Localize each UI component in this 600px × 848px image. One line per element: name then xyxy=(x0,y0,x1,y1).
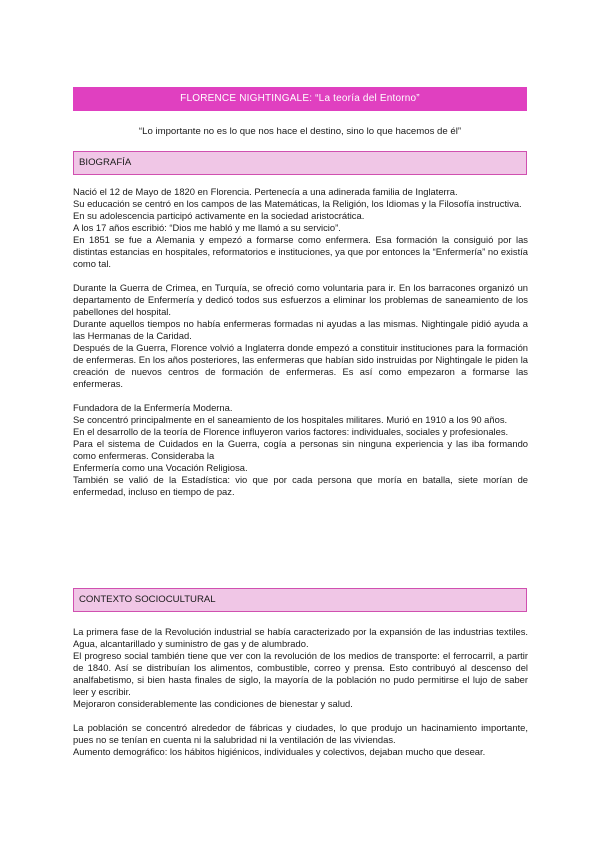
section-heading-label: BIOGRAFÍA xyxy=(79,157,132,168)
paragraph: Aumento demográfico: los hábitos higiénicos, individuales y colectivos, dejaban mucho que desear. xyxy=(73,746,486,757)
paragraph: Para el sistema de Cuidados en la Guerra, cogía a personas sin ninguna experiencia y las iba formando como enfermeras. Consideraba la xyxy=(73,438,528,461)
paragraph: También se valió de la Estadística: vio que por cada persona que moría en batalla, siete morían de enfermedad, incluso en tiempo de paz. xyxy=(73,474,528,497)
contexto-body xyxy=(73,626,528,758)
paragraph: Durante la Guerra de Crimea, en Turquía, se ofreció como voluntaria para ir. En los barracones organizó un departamento de Enfermería y dedicó todos sus esfuerzos a eliminar los problemas de saneamiento de los pabellones del hospital. xyxy=(73,282,528,317)
document-title: FLORENCE NIGHTINGALE: “La teoría del Entorno” xyxy=(73,87,527,111)
paragraph: El progreso social también tiene que ver con la revolución de los medios de transporte: el ferrocarril, a partir de 1840. Así se distribuían los alimentos, combustible, correo y prensa. Esto contribuyó al descenso del analfabetismo, si bien hasta finales de siglo, la mayoría de la población no pudo permitirse el lujo de saber leer y escribir. xyxy=(73,650,528,697)
paragraph: En 1851 se fue a Alemania y empezó a formarse como enfermera. Esa formación la consiguió por las distintas estancias en hospitales, reformatorios e instituciones, ya que por entonces la “Enfermería” no existía como tal. xyxy=(73,234,528,269)
paragraph-gap xyxy=(73,710,528,722)
section-heading-biografia xyxy=(73,151,527,175)
paragraph: Se concentró principalmente en el saneamiento de los hospitales militares. Murió en 1910 a los 90 años. xyxy=(73,414,508,425)
paragraph: Mejoraron considerablemente las condiciones de bienestar y salud. xyxy=(73,698,353,709)
paragraph: Su educación se centró en los campos de las Matemáticas, la Religión, los Idiomas y la Filosofía instructiva. xyxy=(73,198,522,209)
paragraph: La primera fase de la Revolución industrial se había caracterizado por la expansión de las industrias textiles. Agua, alcantarillado y suministro de gas y de alumbrado. xyxy=(73,626,528,649)
paragraph: Después de la Guerra, Florence volvió a Inglaterra donde empezó a constituir instituciones para la formación de enfermeras. En los años posteriores, las enfermeras que habían sido instruidas por Nightingale le piden la creación de nuevos centros de formación de enfermeras. Es así como empezaron a formarse las enfermeras. xyxy=(73,342,528,389)
section-heading-contexto xyxy=(73,588,527,612)
paragraph: A los 17 años escribió: “Dios me habló y me llamó a su servicio”. xyxy=(73,222,341,233)
paragraph: Durante aquellos tiempos no había enfermeras formadas ni ayudas a las mismas. Nightingale pidió ayuda a las Hermanas de la Caridad. xyxy=(73,318,528,341)
paragraph: La población se concentró alrededor de fábricas y ciudades, lo que produjo un hacinamiento importante, pues no se tenían en cuenta ni la salubridad ni la ventilación de las viviendas. xyxy=(73,722,528,745)
paragraph: Enfermería como una Vocación Religiosa. xyxy=(73,462,248,473)
paragraph: Fundadora de la Enfermería Moderna. xyxy=(73,402,233,413)
paragraph: En su adolescencia participó activamente en la sociedad aristocrática. xyxy=(73,210,365,221)
paragraph: En el desarrollo de la teoría de Florence influyeron varios factores: individuales, sociales y profesionales. xyxy=(73,426,509,437)
section-heading-label: CONTEXTO SOCIOCULTURAL xyxy=(79,594,216,605)
paragraph-gap xyxy=(73,270,528,282)
paragraph-gap xyxy=(73,390,528,402)
paragraph: Nació el 12 de Mayo de 1820 en Florencia. Pertenecía a una adinerada familia de Inglaterra. xyxy=(73,186,458,197)
epigraph-quote: “Lo importante no es lo que nos hace el destino, sino lo que hacemos de él” xyxy=(138,126,462,137)
biografia-body xyxy=(73,186,528,498)
